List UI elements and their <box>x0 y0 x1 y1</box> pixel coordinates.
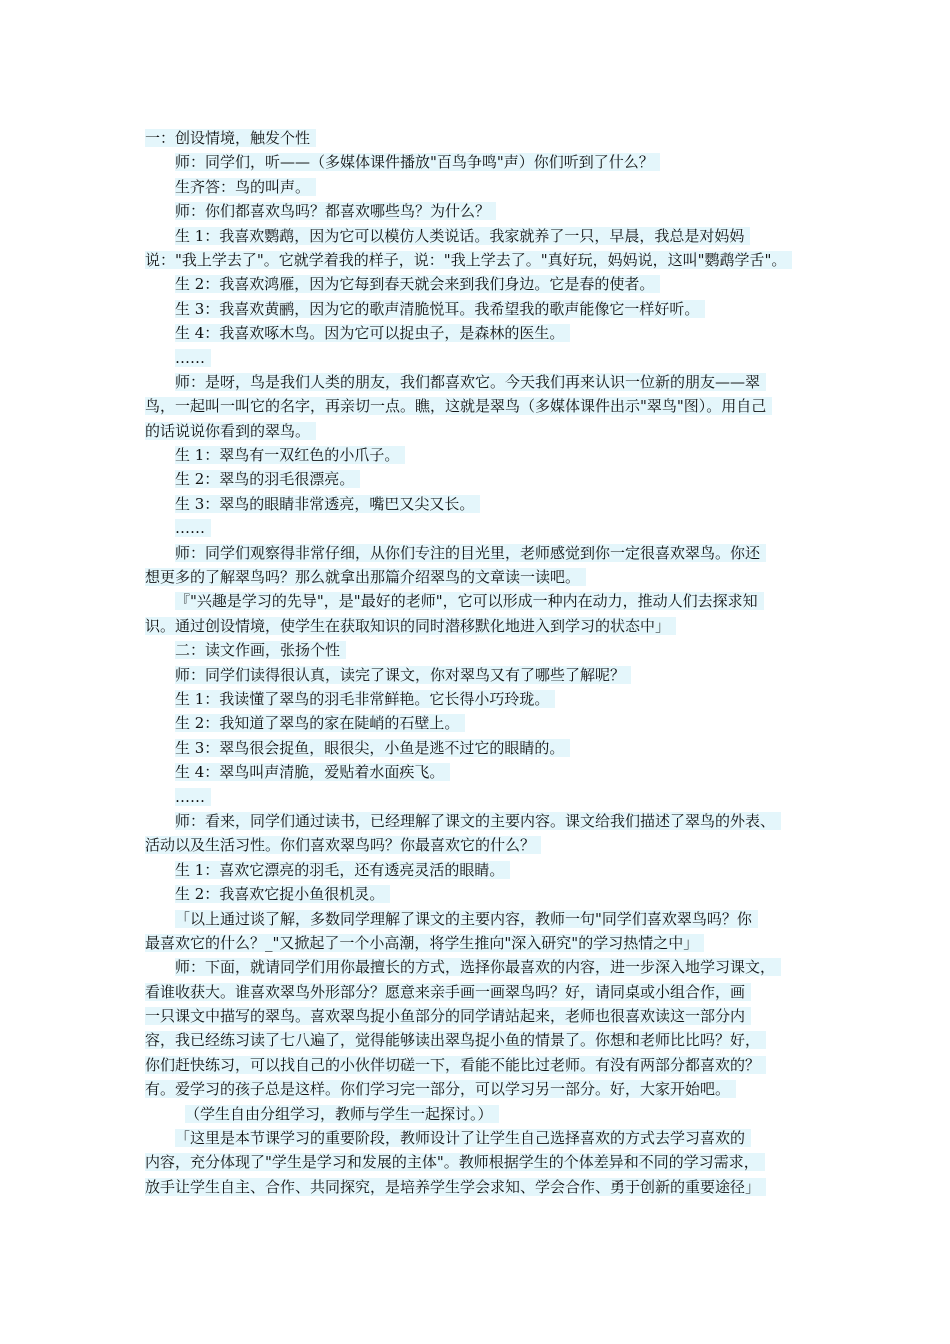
text-line <box>145 614 823 638</box>
text-line <box>145 541 823 565</box>
text-line <box>145 419 823 443</box>
text-line-content: 看谁收获大。谁喜欢翠鸟外形部分？愿意来亲手画一画翠鸟吗？好，请同桌或小组合作，画 <box>145 983 751 1001</box>
text-line <box>145 1004 823 1028</box>
text-line <box>145 1150 823 1174</box>
text-line <box>145 1102 823 1126</box>
text-line <box>145 980 823 1004</box>
text-line <box>145 150 823 174</box>
text-line <box>145 1028 823 1052</box>
text-line-content: 师：同学们，听——（多媒体课件播放"百鸟争鸣"声）你们听到了什么？ <box>175 153 660 171</box>
text-line-content: 「以上通过谈了解，多数同学理解了课文的主要内容，教师一句"同学们喜欢翠鸟吗？你 <box>175 910 758 928</box>
text-line-content: 生 1：喜欢它漂亮的羽毛，还有透亮灵活的眼睛。 <box>175 861 510 879</box>
text-line-content: 的话说说你看到的翠鸟。 <box>145 422 316 440</box>
text-line-content: 师：同学们读得很认真，读完了课文，你对翠鸟又有了哪些了解呢？ <box>175 666 631 684</box>
text-line <box>145 809 823 833</box>
text-line-content: 二：读文作画，张扬个性 <box>175 641 346 659</box>
text-line <box>145 663 823 687</box>
text-line-content: 活动以及生活习性。你们喜欢翠鸟吗？你最喜欢它的什么？ <box>145 836 541 854</box>
text-line <box>145 175 823 199</box>
text-line <box>145 272 823 296</box>
text-line-content: 师：下面，就请同学们用你最擅长的方式，选择你最喜欢的内容，进一步深入地学习课文， <box>175 958 781 976</box>
text-line-content: 生 1：翠鸟有一双红色的小爪子。 <box>175 446 405 464</box>
text-line <box>145 370 823 394</box>
text-line <box>145 736 823 760</box>
text-line <box>145 346 823 370</box>
text-line <box>145 760 823 784</box>
text-line-content: 生 4：翠鸟叫声清脆，爱贴着水面疾飞。 <box>175 763 450 781</box>
text-line <box>145 931 823 955</box>
text-line <box>145 321 823 345</box>
text-line <box>145 687 823 711</box>
document-page <box>145 126 823 1199</box>
text-line <box>145 467 823 491</box>
text-line-content: 一：创设情境，触发个性 <box>145 129 316 147</box>
text-line-content: 一只课文中描写的翠鸟。喜欢翠鸟捉小鱼部分的同学请站起来，老师也很喜欢读这一部分内 <box>145 1007 751 1025</box>
text-line-content: 「这里是本节课学习的重要阶段，教师设计了让学生自己选择喜欢的方式去学习喜欢的 <box>175 1129 751 1147</box>
text-line <box>145 443 823 467</box>
text-line-content: 识。通过创设情境，使学生在获取知识的同时潜移默化地进入到学习的状态中」 <box>145 617 676 635</box>
text-line-content: 生 2：我喜欢它捉小鱼很机灵。 <box>175 885 390 903</box>
text-line-content: 你们赶快练习，可以找自己的小伙伴切磋一下，看能不能比过老师。有没有两部分都喜欢的？ <box>145 1056 766 1074</box>
text-line-content: 生 3：翠鸟很会捉鱼，眼很尖，小鱼是逃不过它的眼睛的。 <box>175 739 570 757</box>
text-line <box>145 565 823 589</box>
text-line-content: …… <box>175 519 211 537</box>
text-line-content: 内容，充分体现了"学生是学习和发展的主体"。教师根据学生的个体差异和不同的学习需求， <box>145 1153 765 1171</box>
text-line-content: 生 1：我喜欢鹦鹉，因为它可以模仿人类说话。我家就养了一只，早晨，我总是对妈妈 <box>175 227 750 245</box>
text-line <box>145 1126 823 1150</box>
text-line-content: …… <box>175 788 211 806</box>
text-line <box>145 711 823 735</box>
text-line <box>145 589 823 613</box>
text-line-content: 容，我已经练习读了七八遍了，觉得能够读出翠鸟捉小鱼的情景了。你想和老师比比吗？好， <box>145 1031 766 1049</box>
text-line-content: 生 3：我喜欢黄鹂，因为它的歌声清脆悦耳。我希望我的歌声能像它一样好听。 <box>175 300 705 318</box>
text-line <box>145 882 823 906</box>
text-line-content: 生 2：翠鸟的羽毛很漂亮。 <box>175 470 360 488</box>
text-line-content: 有。爱学习的孩子总是这样。你们学习完一部分，可以学习另一部分。好，大家开始吧。 <box>145 1080 736 1098</box>
text-line-content: 放手让学生自主、合作、共同探究，是培养学生学会求知、学会合作、勇于创新的重要途径」 <box>145 1178 766 1196</box>
text-line <box>145 638 823 662</box>
text-line <box>145 785 823 809</box>
text-line-content: …… <box>175 349 211 367</box>
text-line <box>145 858 823 882</box>
text-line-content: 师：你们都喜欢鸟吗？都喜欢哪些鸟？为什么？ <box>175 202 496 220</box>
text-line-content: 『"兴趣是学习的先导"，是"最好的老师"，它可以形成一种内在动力，推动人们去探求知 <box>175 592 764 610</box>
text-line-content: 生 2：我喜欢鸿雁，因为它每到春天就会来到我们身边。它是春的使者。 <box>175 275 660 293</box>
text-line <box>145 199 823 223</box>
text-line <box>145 1077 823 1101</box>
text-line-content: 生 3：翠鸟的眼睛非常透亮，嘴巴又尖又长。 <box>175 495 480 513</box>
text-line <box>145 955 823 979</box>
text-line-content: 师：同学们观察得非常仔细，从你们专注的目光里，老师感觉到你一定很喜欢翠鸟。你还 <box>175 544 766 562</box>
text-line <box>145 907 823 931</box>
text-line <box>145 248 823 272</box>
text-line <box>145 1175 823 1199</box>
text-line-content: 生 2：我知道了翠鸟的家在陡峭的石壁上。 <box>175 714 465 732</box>
text-line <box>145 516 823 540</box>
text-line <box>145 833 823 857</box>
text-line <box>145 394 823 418</box>
text-line-content: 鸟，一起叫一叫它的名字，再亲切一点。瞧，这就是翠鸟（多媒体课件出示"翠鸟"图）。用自己 <box>145 397 772 415</box>
text-line-content: 最喜欢它的什么？_"又掀起了一个小高潮，将学生推向"深入研究"的学习热情之中」 <box>145 934 704 952</box>
text-line <box>145 224 823 248</box>
text-line <box>145 126 823 150</box>
text-line <box>145 297 823 321</box>
text-line-content: 说："我上学去了"。它就学着我的样子，说："我上学去了。"真好玩，妈妈说，这叫"鹦鹉学舌"。 <box>145 251 792 269</box>
text-line-content: 师：是呀，鸟是我们人类的朋友，我们都喜欢它。今天我们再来认识一位新的朋友——翠 <box>175 373 766 391</box>
text-line <box>145 1053 823 1077</box>
text-line-content: 想更多的了解翠鸟吗？那么就拿出那篇介绍翠鸟的文章读一读吧。 <box>145 568 586 586</box>
text-line-content: 生齐答：鸟的叫声。 <box>175 178 316 196</box>
text-line-content: 生 4：我喜欢啄木鸟。因为它可以捉虫子，是森林的医生。 <box>175 324 570 342</box>
text-line <box>145 492 823 516</box>
text-line-content: 师：看来，同学们通过读书，已经理解了课文的主要内容。课文给我们描述了翠鸟的外表、 <box>175 812 781 830</box>
text-line-content: （学生自由分组学习，教师与学生一起探讨。） <box>185 1105 499 1123</box>
text-line-content: 生 1：我读懂了翠鸟的羽毛非常鲜艳。它长得小巧玲珑。 <box>175 690 555 708</box>
